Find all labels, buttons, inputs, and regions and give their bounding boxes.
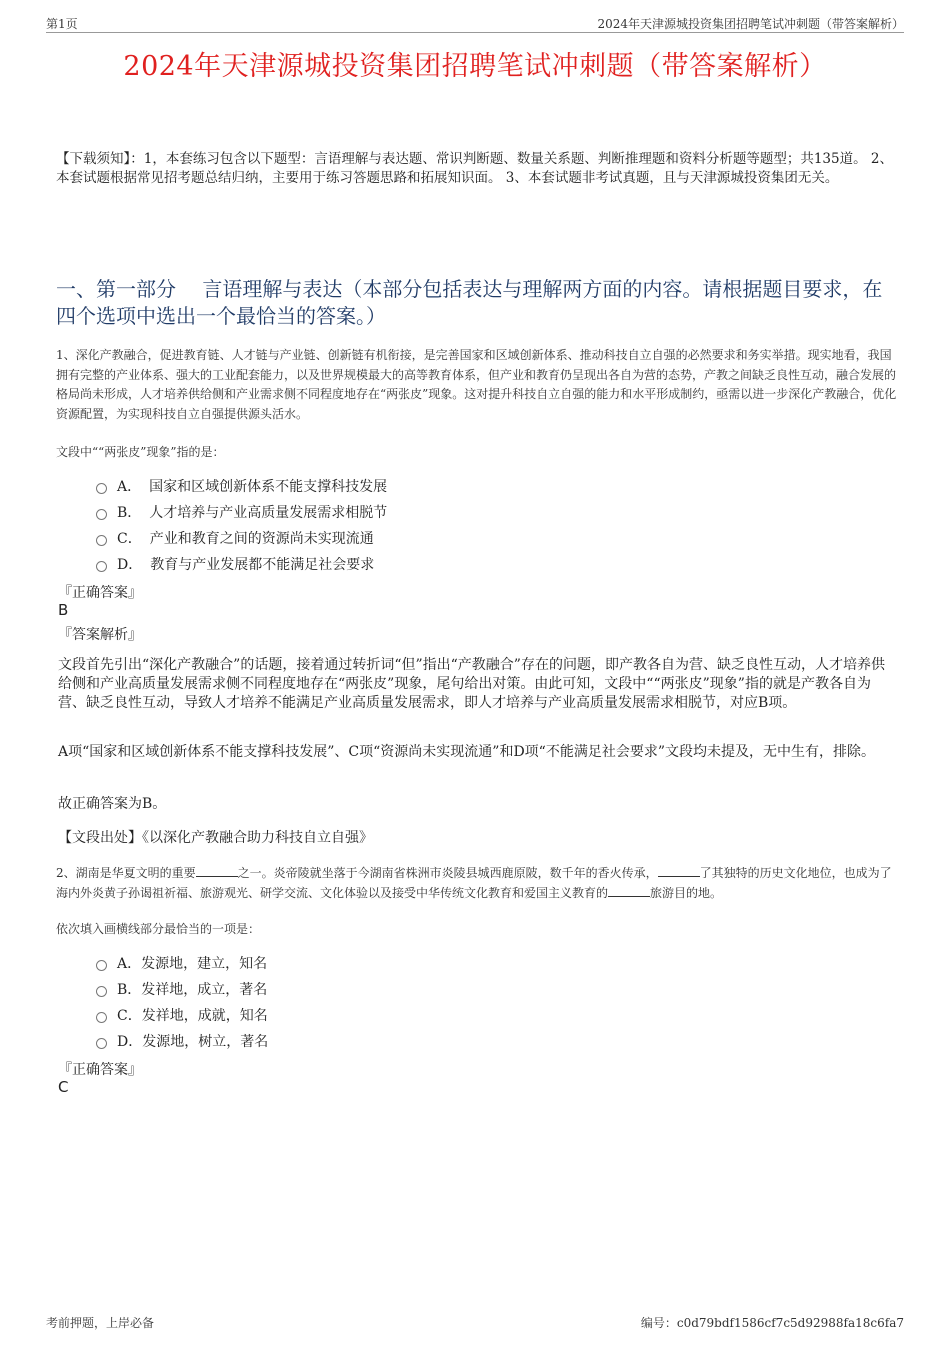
question-1-options [96,473,387,577]
option-d[interactable]: D． 发源地，树立，著名 [96,1028,268,1054]
passage-source: 【文段出处】《以深化产教融合助力科技自立自强》 [58,830,373,846]
radio-icon[interactable] [96,509,107,520]
answer-value: C [58,1078,69,1096]
radio-icon[interactable] [96,986,107,997]
blank-line [608,884,650,897]
page-number: 第1页 [46,17,78,31]
analysis-label: 『答案解析』 [58,627,142,643]
blank-line [658,864,700,877]
option-a[interactable]: A． 国家和区域创新体系不能支撑科技发展 [96,473,387,499]
question-1-prompt: 文段中““两张皮”现象”指的是： [56,445,225,459]
option-c[interactable]: C． 发祥地，成就，知名 [96,1002,268,1028]
radio-icon[interactable] [96,561,107,572]
radio-icon[interactable] [96,483,107,494]
analysis-paragraph: A项“国家和区域创新体系不能支撑科技发展”、C项“资源尚未实现流通”和D项“不能满足社会要求”文段均未提及，无中生有，排除。 [58,744,875,760]
section-heading: 一、第一部分 言语理解与表达（本部分包括表达与理解两方面的内容。请根据题目要求，在四个选项中选出一个最恰当的答案。） [56,277,883,328]
document-id: 编号：c0d79bdf1586cf7c5d92988fa18c6fa7 [640,1316,904,1330]
analysis-paragraph: 文段首先引出“深化产教融合”的话题，接着通过转折词“但”指出“产教融合”存在的问题，即产教各自为营、缺乏良性互动，人才培养供给侧和产业高质量发展需求侧不同程度地存在“两张皮”现象，尾句给出对策。由此可知，文段中““两张皮”现象”指的就是产教各自为营、缺乏良性互动，导致人才培养不能满足产业高质量发展需求，即人才培养与产业高质量发展需求相脱节，对应B项。 [58,657,885,711]
option-a[interactable]: A． 发源地，建立，知名 [96,950,268,976]
analysis-conclusion: 故正确答案为B。 [58,796,167,812]
option-b[interactable]: B． 发祥地，成立，著名 [96,976,268,1002]
option-b[interactable]: B． 人才培养与产业高质量发展需求相脱节 [96,499,387,525]
document-title: 2024年天津源城投资集团招聘笔试冲刺题（带答案解析） [123,51,827,82]
header-title: 2024年天津源城投资集团招聘笔试冲刺题（带答案解析） [597,17,904,31]
download-notice: 【下载须知】：1，本套练习包含以下题型：言语理解与表达题、常识判断题、数量关系题、判断推理题和资料分析题等题型；共135道。 2、本套试题根据常见招考题总结归纳，主要用于练习答题思路和拓展知识面。 3、本套试题非考试真题，且与天津源城投资集团无关。 [56,151,893,186]
radio-icon[interactable] [96,535,107,546]
option-c[interactable]: C． 产业和教育之间的资源尚未实现流通 [96,525,387,551]
question-2-stem: 2、湖南是华夏文明的重要 之一。炎帝陵就坐落于今湖南省株洲市炎陵县城西鹿原陂，数千年的香火传承， 了其独特的历史文化地位，也成为了海内外炎黄子孙谒祖祈福、旅游观光、研学交流、文化体验以及接受中华传统文化教育和爱国主义教育的 旅游目的地。 [56,866,892,900]
option-d[interactable]: D． 教育与产业发展都不能满足社会要求 [96,551,387,577]
answer-label: 『正确答案』 [58,1062,142,1078]
radio-icon[interactable] [96,1012,107,1023]
radio-icon[interactable] [96,960,107,971]
blank-line [196,864,238,877]
page-header [46,12,904,33]
question-1-stem: 1、深化产教融合，促进教育链、人才链与产业链、创新链有机衔接，是完善国家和区域创新体系、推动科技自立自强的必然要求和务实举措。现实地看，我国拥有完整的产业体系、强大的工业配套能力，以及世界规模最大的高等教育体系，但产业和教育仍呈现出各自为营的态势，产教之间缺乏良性互动，融合发展的格局尚未形成，人才培养供给侧和产业需求侧不同程度地存在“两张皮”现象。这对提升科技自立自强的能力和水平形成制约，亟需以进一步深化产教融合，优化资源配置，为实现科技自立自强提供源头活水。 [56,348,897,421]
question-2-options [96,950,268,1054]
footer-slogan: 考前押题，上岸必备 [46,1316,155,1330]
answer-label: 『正确答案』 [58,585,142,601]
radio-icon[interactable] [96,1038,107,1049]
question-2-prompt: 依次填入画横线部分最恰当的一项是： [56,922,261,936]
answer-value: B [58,601,69,619]
